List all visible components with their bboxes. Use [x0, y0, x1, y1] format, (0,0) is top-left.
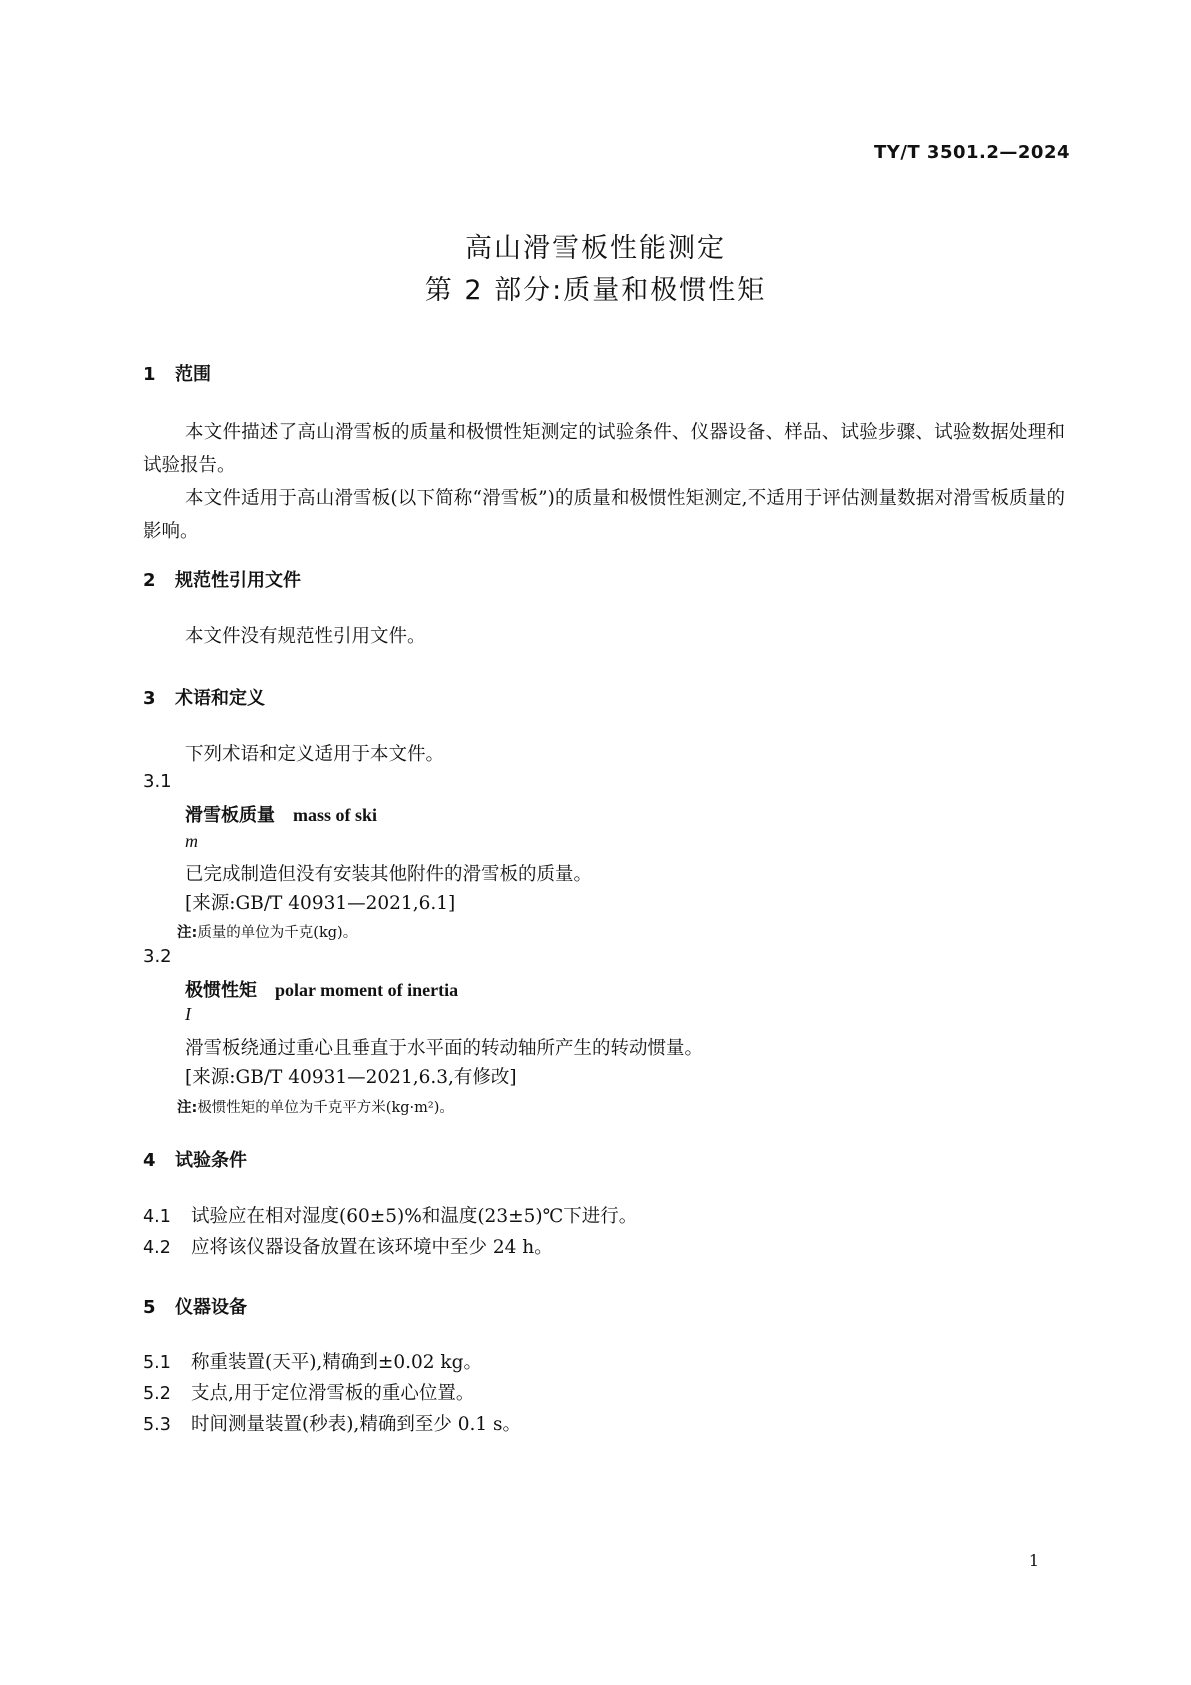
term-entry	[185, 801, 377, 827]
clause-number: 4.2	[143, 1238, 171, 1258]
term-entry	[185, 976, 458, 1002]
section-number: 2	[143, 570, 156, 591]
section-number: 5	[143, 1297, 156, 1318]
section-heading-normative-references	[143, 566, 301, 592]
paragraph: 本文件描述了高山滑雪板的质量和极惯性矩测定的试验条件、仪器设备、样品、试验步骤、试验数据处理和试验报告。	[143, 422, 1065, 476]
clause-text: 称重装置(天平),精确到±0.02 kg。	[191, 1352, 482, 1373]
term-note	[177, 921, 357, 942]
term-number: 3.2	[143, 946, 172, 967]
page-number: 1	[1028, 1551, 1039, 1570]
term-number: 3.1	[143, 771, 172, 792]
section-title: 规范性引用文件	[175, 570, 301, 591]
clause-item	[143, 1410, 521, 1436]
section-number: 3	[143, 688, 156, 709]
paragraph: 本文件没有规范性引用文件。	[185, 626, 426, 647]
section-heading-apparatus	[143, 1293, 247, 1319]
term-definition: 滑雪板绕通过重心且垂直于水平面的转动轴所产生的转动惯量。	[185, 1038, 704, 1059]
term-chinese: 滑雪板质量	[185, 805, 275, 826]
section-title: 范围	[175, 364, 211, 385]
clause-item	[143, 1379, 474, 1405]
clause-item	[143, 1233, 553, 1259]
section-heading-scope	[143, 360, 211, 386]
term-symbol: I	[185, 1004, 191, 1024]
document-title: 高山滑雪板性能测定	[465, 233, 726, 264]
clause-number: 4.1	[143, 1207, 171, 1227]
note-label: 注:	[177, 1100, 198, 1116]
term-chinese: 极惯性矩	[185, 980, 257, 1001]
term-note	[177, 1096, 454, 1117]
paragraph: 下列术语和定义适用于本文件。	[185, 744, 445, 765]
term-source: [来源:GB/T 40931—2021,6.3,有修改]	[185, 1067, 517, 1088]
clause-number: 5.1	[143, 1353, 171, 1373]
clause-text: 支点,用于定位滑雪板的重心位置。	[191, 1383, 475, 1404]
clause-number: 5.2	[143, 1384, 171, 1404]
note-label: 注:	[177, 925, 198, 941]
section-title: 试验条件	[175, 1150, 247, 1171]
standard-code: TY/T 3501.2—2024	[874, 142, 1070, 163]
section-heading-test-conditions	[143, 1146, 247, 1172]
section-heading-terms	[143, 684, 265, 710]
clause-number: 5.3	[143, 1415, 171, 1435]
paragraph: 本文件适用于高山滑雪板(以下简称“滑雪板”)的质量和极惯性矩测定,不适用于评估测量数据对滑雪板质量的影响。	[143, 488, 1065, 542]
section-number: 1	[143, 364, 156, 385]
clause-item	[143, 1202, 637, 1228]
note-text: 质量的单位为千克(kg)。	[197, 925, 358, 941]
term-symbol: m	[185, 831, 198, 851]
clause-item	[143, 1348, 482, 1374]
section-title: 仪器设备	[175, 1297, 247, 1318]
term-english: polar moment of inertia	[275, 980, 459, 1000]
clause-text: 应将该仪器设备放置在该环境中至少 24 h。	[191, 1237, 553, 1258]
clause-text: 试验应在相对湿度(60±5)%和温度(23±5)℃下进行。	[191, 1206, 638, 1227]
note-text: 极惯性矩的单位为千克平方米(kg·m²)。	[197, 1100, 454, 1116]
term-definition: 已完成制造但没有安装其他附件的滑雪板的质量。	[185, 864, 593, 885]
term-english: mass of ski	[293, 805, 378, 825]
section-title: 术语和定义	[175, 688, 265, 709]
document-subtitle: 第 2 部分:质量和极惯性矩	[424, 275, 767, 306]
term-source: [来源:GB/T 40931—2021,6.1]	[185, 893, 456, 914]
clause-text: 时间测量装置(秒表),精确到至少 0.1 s。	[191, 1414, 521, 1435]
section-number: 4	[143, 1150, 156, 1171]
